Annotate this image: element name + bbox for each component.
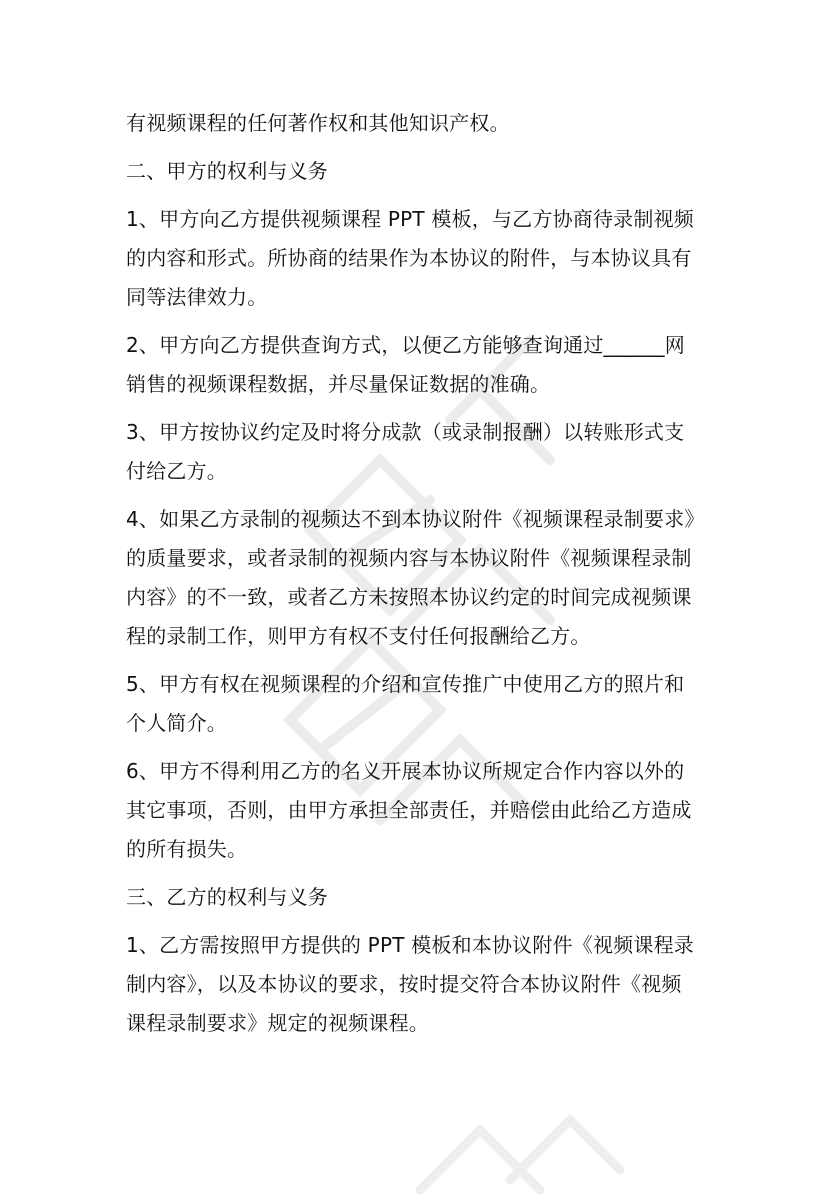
text-line: 内容》的不一致，或者乙方未按照本协议约定的时间完成视频课 [126,585,692,609]
text-line: 课程录制要求》规定的视频课程。 [126,1011,429,1035]
text-line: 其它事项，否则，由甲方承担全部责任，并赔偿由此给乙方造成 [126,798,692,822]
text-line: 付给乙方。 [126,459,227,483]
text-line: 制内容》，以及本协议的要求，按时提交符合本协议附件《视频 [126,972,682,996]
section-heading: 二、甲方的权利与义务 [126,159,328,183]
watermark-graphic-bottom [380,1080,640,1200]
text-line: 同等法律效力。 [126,285,268,309]
text-line: 4、如果乙方录制的视频达不到本协议附件《视频课程录制要求》 [126,507,705,531]
section-heading: 三、乙方的权利与义务 [126,885,328,909]
text-line: 1、甲方向乙方提供视频课程 PPT 模板，与乙方协商待录制视频 [126,207,694,231]
text-line: 销售的视频课程数据，并尽量保证数据的准确。 [126,372,551,396]
text-line: 的所有损失。 [126,837,248,861]
text-line: 5、甲方有权在视频课程的介绍和宣传推广中使用乙方的照片和 [126,672,685,696]
text-line: 的内容和形式。所协商的结果作为本协议的附件，与本协议具有 [126,246,692,270]
text-line: 3、甲方按协议约定及时将分成款（或录制报酬）以转账形式支 [126,420,685,444]
text-line: 2、甲方向乙方提供查询方式，以便乙方能够查询通过______网 [126,333,685,357]
text-line: 1、乙方需按照甲方提供的 PPT 模板和本协议附件《视频课程录 [126,933,694,957]
text-line: 6、甲方不得利用乙方的名义开展本协议所规定合作内容以外的 [126,759,685,783]
text-line: 个人简介。 [126,711,227,735]
text-line: 有视频课程的任何著作权和其他知识产权。 [126,111,510,135]
document-body [126,104,726,1043]
text-line: 程的录制工作，则甲方有权不支付任何报酬给乙方。 [126,624,591,648]
text-line: 的质量要求，或者录制的视频内容与本协议附件《视频课程录制 [126,546,692,570]
